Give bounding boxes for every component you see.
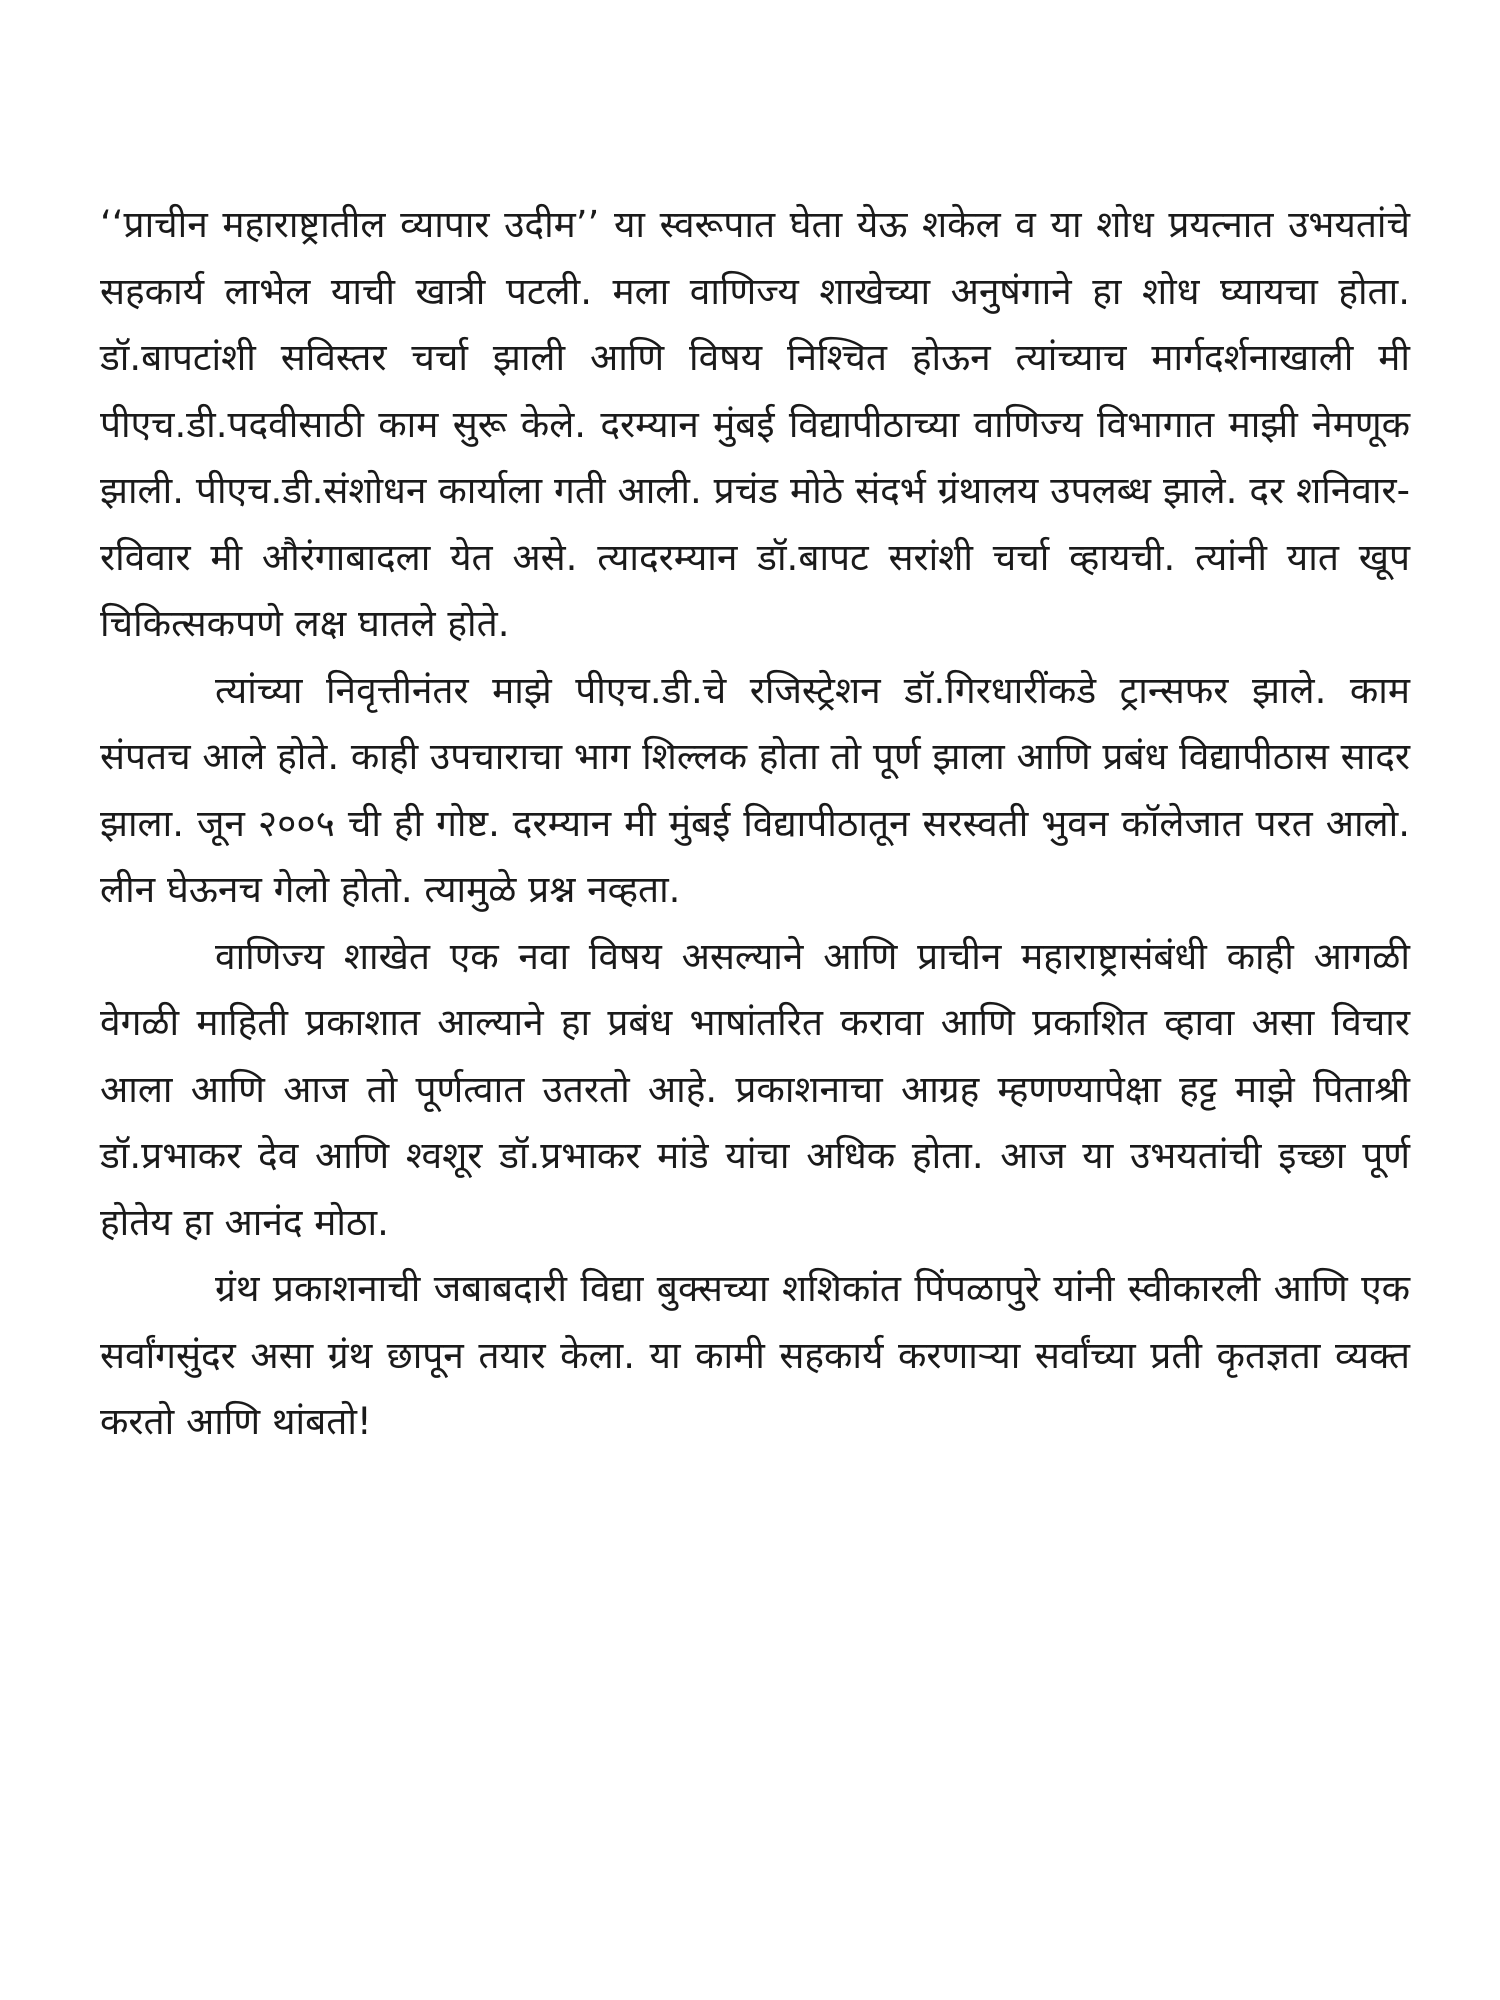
body-text [100,192,1410,1456]
paragraph-1: ‘‘प्राचीन महाराष्ट्रातील व्यापार उदीम’’ या स्वरूपात घेता येऊ शकेल व या शोध प्रयत्नात उभयतांचे सहकार्य लाभेल याची खात्री पटली. मला वाणिज्य शाखेच्या अनुषंगाने हा शोध घ्यायचा होता. डॉ.बापटांशी सविस्तर चर्चा झाली आणि विषय निश्चित होऊन त्यांच्याच मार्गदर्शनाखाली मी पीएच.डी.पदवीसाठी काम सुरू केले. दरम्यान मुंबई विद्यापीठाच्या वाणिज्य विभागात माझी नेमणूक झाली. पीएच.डी.संशोधन कार्याला गती आली. प्रचंड मोठे संदर्भ ग्रंथालय उपलब्ध झाले. दर शनिवार-रविवार मी औरंगाबादला येत असे. त्यादरम्यान डॉ.बापट सरांशी चर्चा व्हायची. त्यांनी यात खूप चिकित्सकपणे लक्ष घातले होते. [100,203,1410,645]
paragraph-2: त्यांच्या निवृत्तीनंतर माझे पीएच.डी.चे रजिस्ट्रेशन डॉ.गिरधारींकडे ट्रान्सफर झाले. काम संपतच आले होते. काही उपचाराचा भाग शिल्लक होता तो पूर्ण झाला आणि प्रबंध विद्यापीठास सादर झाला. जून २००५ ची ही गोष्ट. दरम्यान मी मुंबई विद्यापीठातून सरस्वती भुवन कॉलेजात परत आलो. लीन घेऊनच गेलो होतो. त्यामुळे प्रश्न नव्हता. [100,668,1410,911]
paragraph-4: ग्रंथ प्रकाशनाची जबाबदारी विद्या बुक्सच्या शशिकांत पिंपळापुरे यांनी स्वीकारली आणि एक सर्वांगसुंदर असा ग्रंथ छापून तयार केला. या कामी सहकार्य करणाऱ्या सर्वांच्या प्रती कृतज्ञता व्यक्त करतो आणि थांबतो! [100,1267,1410,1443]
paragraph-3: वाणिज्य शाखेत एक नवा विषय असल्याने आणि प्राचीन महाराष्ट्रासंबंधी काही आगळी वेगळी माहिती प्रकाशात आल्याने हा प्रबंध भाषांतरित करावा आणि प्रकाशित व्हावा असा विचार आला आणि आज तो पूर्णत्वात उतरतो आहे. प्रकाशनाचा आग्रह म्हणण्यापेक्षा हट्ट माझे पिताश्री डॉ.प्रभाकर देव आणि श्वशूर डॉ.प्रभाकर मांडे यांचा अधिक होता. आज या उभयतांची इच्छा पूर्ण होतेय हा आनंद मोठा. [100,934,1410,1244]
